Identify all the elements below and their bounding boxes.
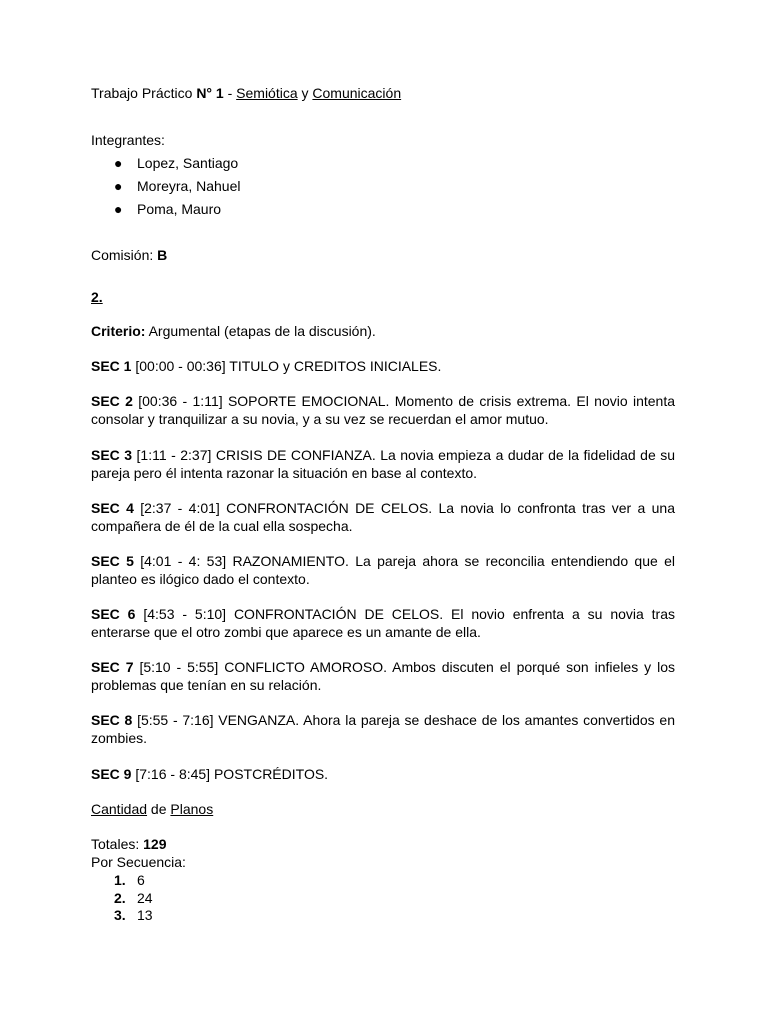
title-separator: - bbox=[223, 85, 237, 101]
commission-label: Comisión: bbox=[91, 247, 158, 263]
bullet-icon: ● bbox=[114, 178, 123, 194]
sequence-label: SEC 9 bbox=[91, 766, 132, 782]
totals-label: Totales: bbox=[91, 836, 144, 852]
document-title bbox=[91, 84, 401, 102]
bullet-icon: ● bbox=[114, 155, 123, 171]
sequence-item bbox=[91, 711, 675, 747]
sequence-label: SEC 6 bbox=[91, 606, 136, 622]
sequence-text: [4:53 - 5:10] CONFRONTACIÓN DE CELOS. El novio enfrenta a su novia tras enterarse que el otro zombi que aparece es un amante de ella. bbox=[91, 606, 676, 640]
sequence-item bbox=[91, 499, 675, 535]
criterion bbox=[91, 322, 376, 340]
sequence-item bbox=[91, 765, 675, 783]
sequence-item bbox=[91, 552, 675, 588]
sequence-text: [00:00 - 00:36] TITULO y CREDITOS INICIALES. bbox=[131, 358, 442, 374]
per-sequence-label: Por Secuencia: bbox=[91, 854, 186, 870]
sequence-text: [00:36 - 1:11] SOPORTE EMOCIONAL. Momento de crisis extrema. El novio intenta consolar y tranquilizar a su novia, y a su vez se recuerdan el amor mutuo. bbox=[91, 393, 675, 427]
member-name: Moreyra, Nahuel bbox=[137, 178, 241, 194]
sequence-text: [5:55 - 7:16] VENGANZA. Ahora la pareja se deshace de los amantes convertidos en zombies. bbox=[91, 712, 675, 746]
sequence-label: SEC 2 bbox=[91, 393, 133, 409]
shots-heading-conj: de bbox=[147, 801, 171, 817]
bullet-icon: ● bbox=[114, 201, 123, 217]
title-subject-semiotica: Semiótica bbox=[236, 85, 298, 101]
shots-heading-word2: Planos bbox=[170, 801, 214, 817]
sequence-item bbox=[91, 658, 675, 694]
section-number-text: 2. bbox=[91, 289, 103, 305]
sequence-item bbox=[91, 392, 675, 428]
commission-value: B bbox=[157, 247, 168, 263]
title-conjunction: y bbox=[297, 85, 313, 101]
shots-totals bbox=[91, 835, 167, 853]
list-number: 1. bbox=[114, 872, 126, 888]
sequence-label: SEC 3 bbox=[91, 447, 133, 463]
sequence-item bbox=[91, 446, 675, 482]
list-number: 3. bbox=[114, 907, 126, 923]
sequence-label: SEC 4 bbox=[91, 500, 134, 516]
list-value: 13 bbox=[137, 907, 153, 923]
sequence-label: SEC 7 bbox=[91, 659, 134, 675]
sequence-label: SEC 1 bbox=[91, 358, 132, 374]
title-prefix: Trabajo Práctico bbox=[91, 85, 197, 101]
sequence-text: [2:37 - 4:01] CONFRONTACIÓN DE CELOS. La novia lo confronta tras ver a una compañera de él de la cual ella sospecha. bbox=[91, 500, 675, 534]
section-number bbox=[91, 288, 103, 306]
shots-heading-word1: Cantidad bbox=[91, 801, 148, 817]
sequence-text: [1:11 - 2:37] CRISIS DE CONFIANZA. La novia empieza a dudar de la fidelidad de su pareja pero él intenta razonar la situación en base al contexto. bbox=[91, 447, 675, 481]
list-number: 2. bbox=[114, 890, 126, 906]
title-subject-comunicacion: Comunicación bbox=[312, 85, 402, 101]
commission bbox=[91, 246, 167, 264]
sequence-text: [4:01 - 4: 53] RAZONAMIENTO. La pareja ahora se reconcilia entendiendo que el planteo es ilógico dado el contexto. bbox=[91, 553, 676, 587]
criterion-label: Criterio: bbox=[91, 323, 146, 339]
sequence-text: [7:16 - 8:45] POSTCRÉDITOS. bbox=[131, 766, 329, 782]
sequence-text: [5:10 - 5:55] CONFLICTO AMOROSO. Ambos discuten el porqué son infieles y los problemas que tenían en su relación. bbox=[91, 659, 675, 693]
members-label: Integrantes: bbox=[91, 132, 165, 148]
criterion-value: Argumental (etapas de la discusión). bbox=[145, 323, 376, 339]
title-number: N° 1 bbox=[196, 85, 224, 101]
member-name: Lopez, Santiago bbox=[137, 155, 239, 171]
sequence-label: SEC 5 bbox=[91, 553, 134, 569]
sequence-label: SEC 8 bbox=[91, 712, 133, 728]
sequence-item bbox=[91, 357, 675, 375]
shots-heading bbox=[91, 800, 213, 818]
member-name: Poma, Mauro bbox=[137, 201, 222, 217]
list-value: 6 bbox=[137, 872, 145, 888]
totals-value: 129 bbox=[143, 836, 167, 852]
sequence-item bbox=[91, 605, 675, 641]
list-value: 24 bbox=[137, 890, 153, 906]
